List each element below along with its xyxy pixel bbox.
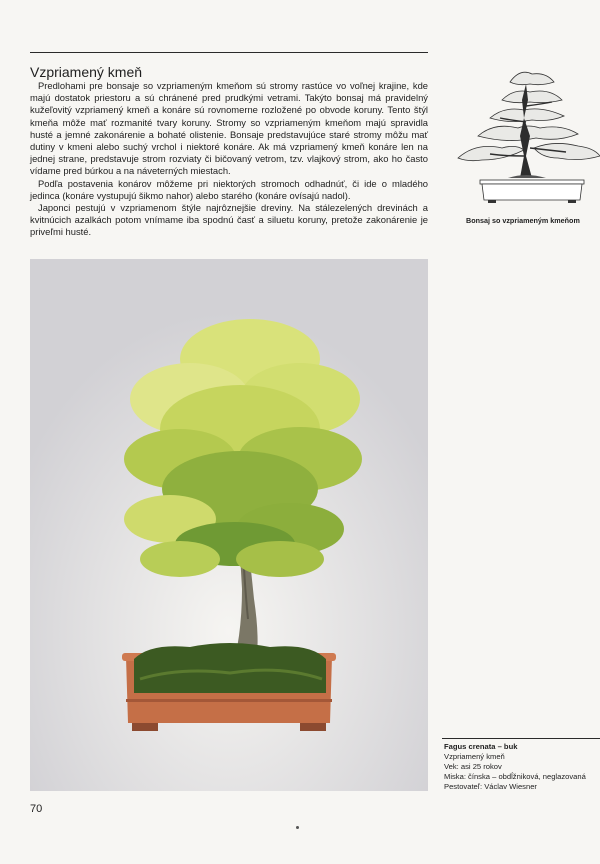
paragraph-1: Predlohami pre bonsaje so vzpriameným kmeňom sú stromy rastúce vo voľnej krajine, kde majú dostatok priestoru a sú chránené pred prudkými vetrami. Takýto bonsaj má pravidelný kužeľovitý vzpriamený kmeň a konáre sú rovnomerne rozložené po obvode koruny. Tento štýl kmeňa môže mať rozmanité tvary koruny. Stromy so vzpriameným kmeňom majú spravidla husté a jemné zakonárenie a bohaté olistenie. Bonsaje predstavujúce staré stromy môžu mať dutiny v kmeni alebo suchý vrchol i niektoré konáre. Ak má vzpriamený kmeň konáre len na jednej strane, predstavuje strom rozviaty či bičovaný vetrom, tzv. vlajkový strom, ako ho často vídame pred búrkou a na náveterných miestach. (30, 80, 428, 177)
caption-rule (442, 738, 600, 739)
paragraph-2: Podľa postavenia konárov môžeme pri niektorých stromoch odhadnúť, či ide o mladého jedinca (konáre vystupujú šikmo nahor) alebo starého (konáre ovísajú nadol). (30, 177, 428, 201)
section-title: Vzpriamený kmeň (30, 64, 143, 80)
print-dot (296, 826, 299, 829)
top-rule (30, 52, 428, 53)
photo-caption-line: Vek: asi 25 rokov (444, 762, 502, 771)
illustration-caption: Bonsaj so vzpriameným kmeňom (466, 216, 580, 225)
photo-caption-line: Vzpriamený kmeň (444, 752, 505, 761)
photo-caption-line: Miska: čínska – obdĺžniková, neglazovaná (444, 772, 586, 781)
page-number: 70 (30, 803, 43, 815)
photo-caption (444, 742, 600, 792)
photo-caption-line: Pestovateľ: Václav Wiesner (444, 782, 537, 791)
body-text (30, 80, 428, 239)
bonsai-photo (30, 259, 428, 791)
bonsai-photo-drawing (30, 259, 428, 791)
paragraph-3: Japonci pestujú v vzpriamenom štýle najrôznejšie dreviny. Na stálezelených drevinách a kvitnúcich azalkách potom vnímame iba spodnú časť a siluetu koruny, pretože zakonárenie je priveľmi husté. (30, 202, 428, 238)
photo-caption-title: Fagus crenata – buk (444, 742, 518, 751)
bonsai-illustration (454, 60, 600, 208)
